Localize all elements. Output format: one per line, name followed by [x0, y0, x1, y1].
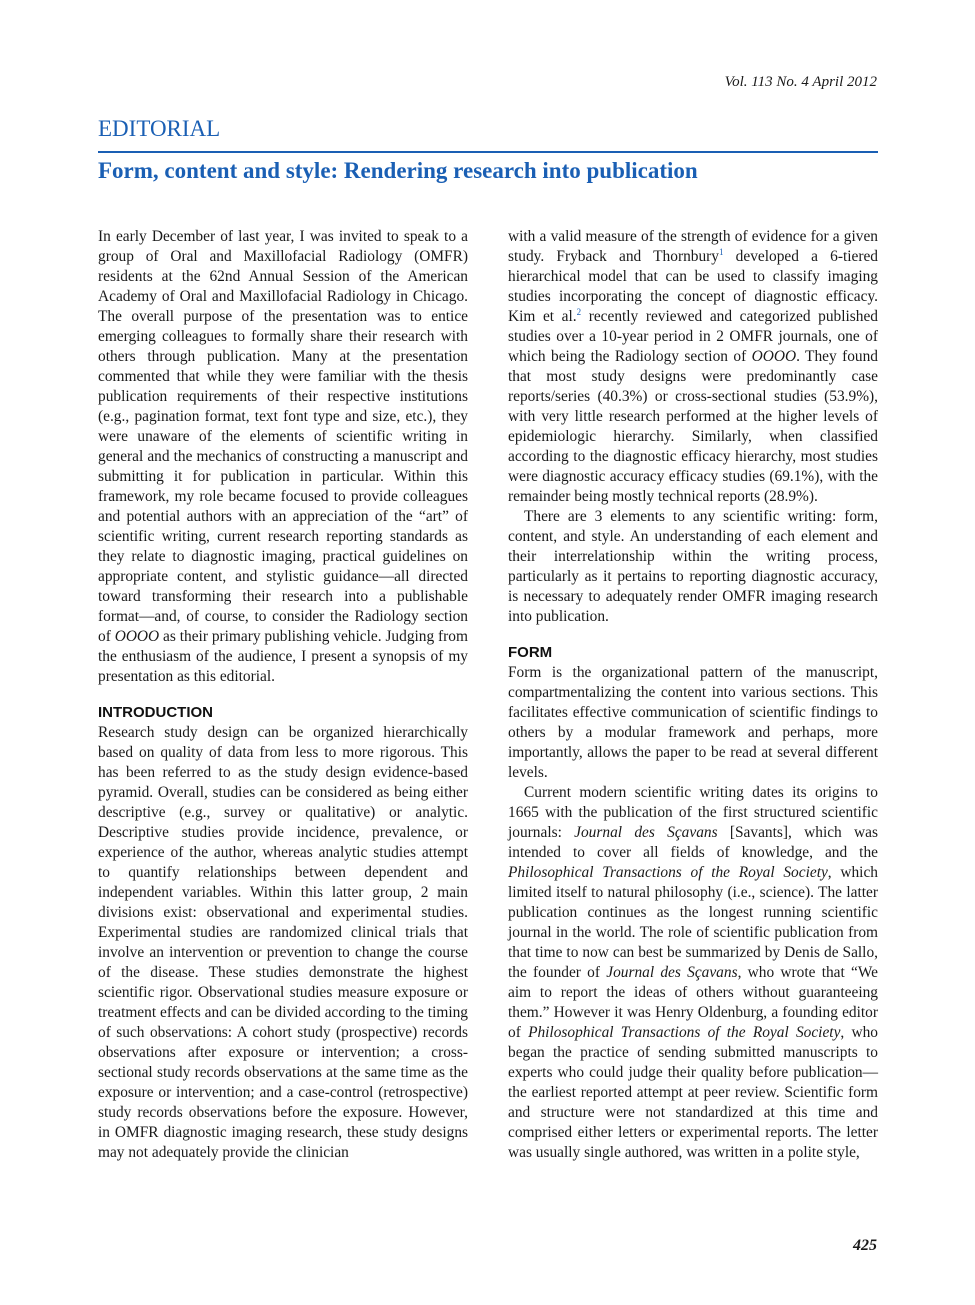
- continued-paragraph: with a valid measure of the strength of evidence for a given study. Fryback and Thornbury$^1$ developed a 6-tiered hierarchical model that can be used to classify imaging studies incorporating the concept of diagnostic efficacy. Kim et al.$^2$ recently reviewed and categorized published studies over a 10-year period in 2 OMFR journals, one of which being the Radiology section of OOOO. They found that most study designs were predominantly case reports/series (40.3%) or cross-sectional studies (53.9%), with very little research performed at the higher levels of epidemiologic hierarchy. Similarly, when classified according to the diagnostic efficacy hierarchy, most studies were diagnostic accuracy efficacy studies (69.1%), with the remainder being mostly technical reports (28.9%).: [508, 228, 878, 505]
- intro-paragraph: In early December of last year, I was invited to speak to a group of Oral and Maxillofacial Radiology (OMFR) residents at the 62nd Annual Session of the American Academy of Oral and Maxillofacial Radiology in Chicago. The overall purpose of the presentation was to entice emerging colleagues to formally share their research with others through publication. Many at the presentation commented that while they were familiar with the thesis publication requirements of their respective institutions (e.g., pagination format, text font type and size, etc.), they were unaware of the elements of scientific writing in general and the mechanics of constructing a manuscript and submitting it for publication in particular. Within this framework, my role became focused to provide colleagues and potential authors with an appreciation of the “art” of scientific writing, current research reporting standards as they relate to diagnostic imaging, practical guidelines on appropriate content, and stylistic guidance—all directed toward transforming their research into a publishable format—and, of course, to consider the Radiology section of OOOO as their primary publishing vehicle. Judging from the enthusiasm of the audience, I present a synopsis of my presentation as this editorial.: [98, 228, 468, 685]
- introduction-paragraph: Research study design can be organized hierarchically based on quality of data from less to more rigorous. This has been referred to as the study design evidence-based pyramid. Overall, studies can be considered as being either descriptive (e.g., survey or qualitative) or analytic. Descriptive studies provide incidence, prevalence, or experience of the author, whereas analytic studies attempt to quantify relationships between dependent and independent variables. Within this latter group, 2 main divisions exist: observational and experimental studies. Experimental studies are randomized clinical trials that involve an intervention or prevention to change the course of the disease. These studies demonstrate the highest scientific rigor. Observational studies measure exposure or treatment effects and can be divided according to the timing of such observations: A cohort study (prospective) records observations after exposure or intervention; a cross-sectional study records observations at the same time as the exposure or intervention; and a case-control (retrospective) study records observations before the exposure. However, in OMFR diagnostic imaging research, these study designs may not adequately provide the clinician: [98, 724, 468, 1161]
- history-paragraph: Current modern scientific writing dates its origins to 1665 with the publication of the first structured scientific journals: Journal des Sçavans [Savants], which was intended to cover all fields of knowledge, and the Philosophical Transactions of the Royal Society, which limited itself to natural philosophy (i.e., science). The latter publication continues as the longest running scientific journal in the world. The role of scientific publication from that time to now can best be summarized by Denis de Sallo, the founder of Journal des Sçavans, who wrote that “We aim to report the ideas of others without guaranteeing them.” However it was Henry Oldenburg, a founding editor of Philosophical Transactions of the Royal Society, who began the practice of sending submitted manuscripts to experts who could judge their quality before publication—the earliest reported attempt at peer review. Scientific form and structure were not standardized at this time and comprised either letters or experimental reports. The letter was usually single authored, was written in a polite style,: [508, 784, 878, 1161]
- section-label: EDITORIAL: [98, 116, 221, 141]
- elements-paragraph: There are 3 elements to any scientific writing: form, content, and style. An understanding of each element and their interrelationship within the writing process, particularly as it pertains to reporting diagnostic accuracy, is necessary to adequately render OMFR imaging research into publication.: [508, 508, 878, 625]
- page-number: 425: [853, 1237, 877, 1254]
- journal-name: Philosophical Transactions of the Royal Society: [528, 1024, 841, 1041]
- left-column: [98, 227, 468, 1163]
- journal-name: OOOO: [114, 628, 160, 645]
- journal-name: Journal des Sçavans: [606, 964, 738, 981]
- article-title: Form, content and style: Rendering research into publication: [98, 158, 698, 183]
- form-heading: FORM: [508, 644, 553, 661]
- reference-2[interactable]: 2: [576, 307, 582, 317]
- form-paragraph: Form is the organizational pattern of the manuscript, compartmentalizing the content into various sections. This facilitates effective communication of scientific findings to others by a modular framework and perhaps, more importantly, allows the paper to be read at several different levels.: [508, 664, 878, 781]
- right-column: [508, 227, 878, 1163]
- journal-name: Journal des Sçavans: [574, 824, 718, 841]
- title-rule: [98, 151, 878, 153]
- introduction-heading: INTRODUCTION: [98, 704, 213, 721]
- issue-info: Vol. 113 No. 4 April 2012: [724, 74, 877, 90]
- journal-name: OOOO: [751, 348, 797, 365]
- journal-name: Philosophical Transactions of the Royal Society: [508, 864, 828, 881]
- reference-1[interactable]: 1: [718, 247, 724, 257]
